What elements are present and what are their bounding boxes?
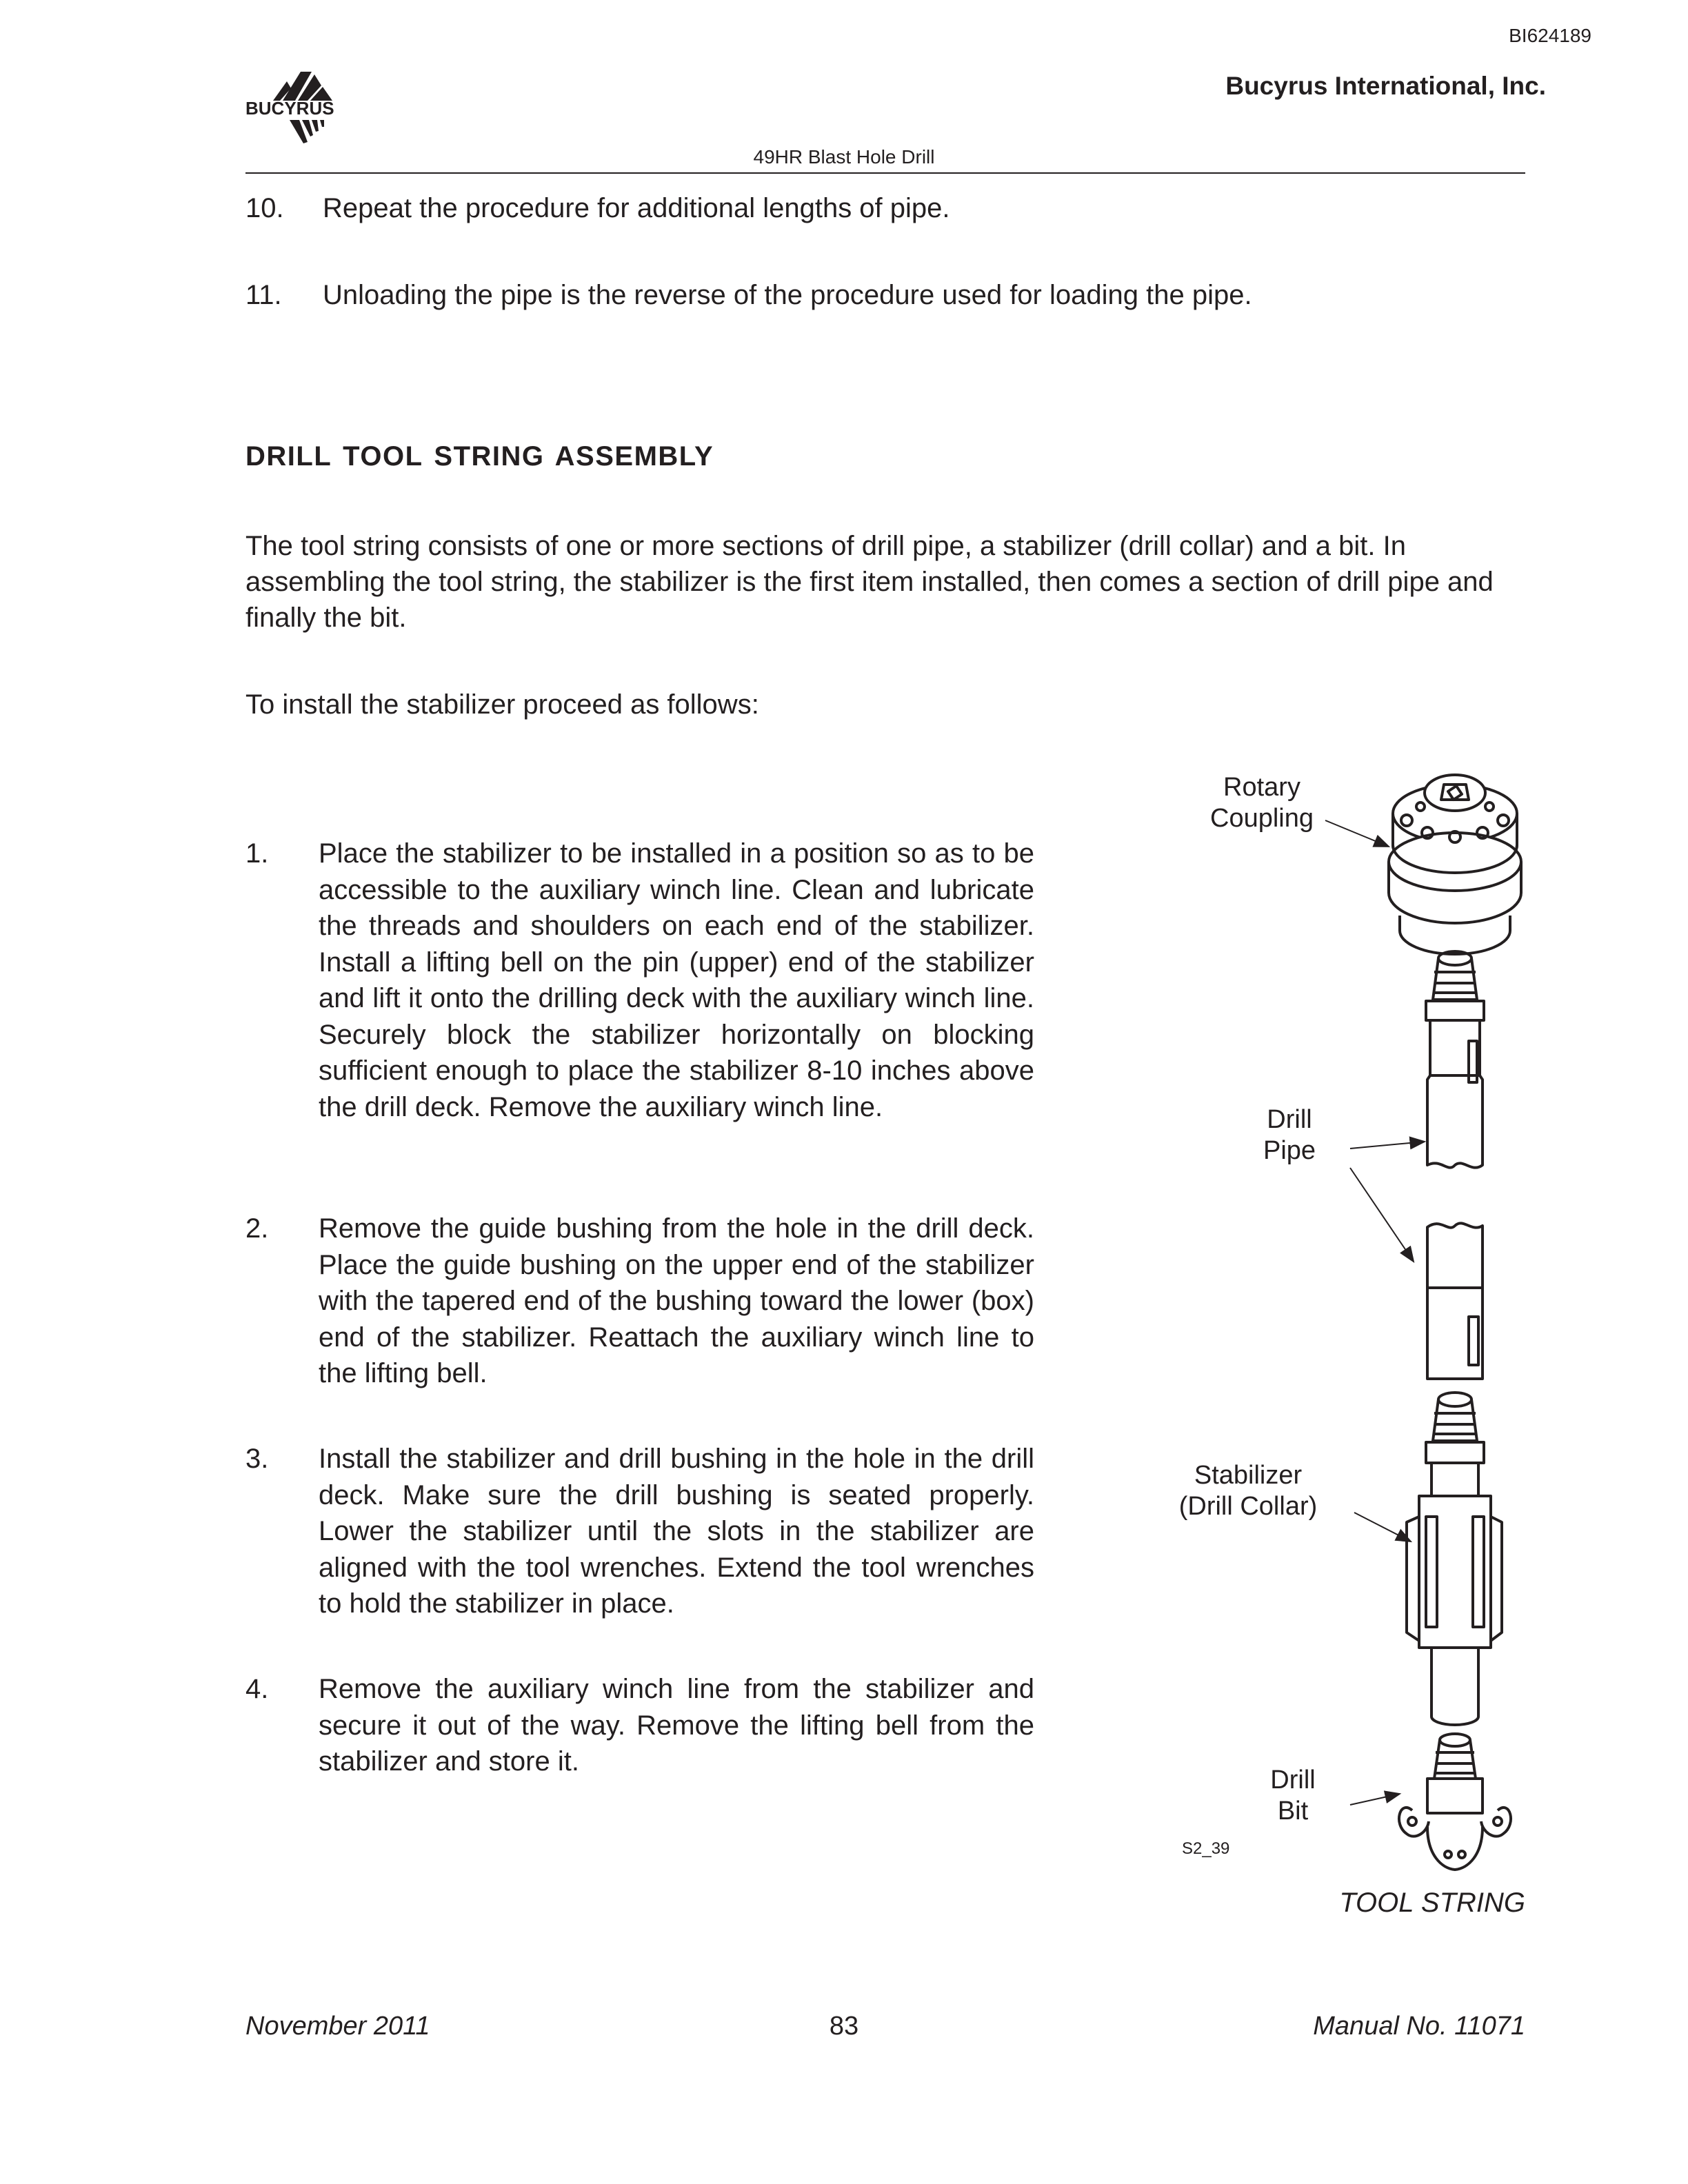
footer-date: November 2011 xyxy=(245,2012,430,2041)
label-line: Pipe xyxy=(1263,1136,1316,1165)
logo-wordmark: BUCYRUS xyxy=(245,98,334,119)
page-number: 83 xyxy=(829,2012,859,2041)
step-text: Remove the guide bushing from the hole in the drill deck. Place the guide bushing on the upper end of the stabilizer with the tapered end of the bushing toward the lower (box) end of the stabilizer. Reattach the auxiliary winch line to the lifting bell. xyxy=(319,1213,1034,1388)
bucyrus-logo xyxy=(241,66,372,149)
list-item xyxy=(245,280,1528,314)
step-text: Place the stabilizer to be installed in a position so as to be accessible to the auxiliary winch line. Clean and lubricate the threads and shoulders on each end of the stabilizer. Install a lifting bell on the pin (upper) end of the stabilizer and lift it onto the drilling deck with the auxiliary winch line. Securely block the stabilizer horizontally on blocking sufficient enough to place the stabilizer 8-10 inches above the drill deck. Remove the auxiliary winch line. xyxy=(319,838,1034,1122)
document-id: BI624189 xyxy=(1509,25,1591,46)
step-number: 2. xyxy=(245,1213,269,1244)
section-heading: DRILL TOOL STRING ASSEMBLY xyxy=(245,441,714,472)
figure-caption: TOOL STRING xyxy=(1339,1888,1525,1918)
step-number: 4. xyxy=(245,1674,269,1704)
figure-id: S2_39 xyxy=(1182,1839,1230,1858)
stabilizer-part xyxy=(1407,1393,1502,1725)
step-number: 3. xyxy=(245,1444,269,1474)
item-number: 10. xyxy=(245,193,284,223)
drill-pipe-upper xyxy=(1426,951,1484,1168)
label-line: Bit xyxy=(1277,1797,1309,1826)
step-item xyxy=(245,1211,1034,1392)
list-item xyxy=(245,193,1528,228)
label-line: Coupling xyxy=(1210,804,1314,833)
drill-bit-part xyxy=(1399,1734,1511,1870)
label-line: Drill xyxy=(1270,1766,1316,1794)
label-line: Stabilizer xyxy=(1194,1461,1303,1490)
item-text: Unloading the pipe is the reverse of the procedure used for loading the pipe. xyxy=(323,280,1252,310)
label-line: Drill xyxy=(1267,1105,1312,1134)
step-text: Install the stabilizer and drill bushing in the hole in the drill deck. Make sure the drill bushing is seated properly. Lower the stabilizer until the slots in the stabilizer are aligned with the tool wrenches. Extend the tool wrenches to hold the stabilizer in place. xyxy=(319,1444,1034,1619)
company-name: Bucyrus International, Inc. xyxy=(1225,72,1546,100)
step-number: 1. xyxy=(245,838,269,869)
step-item xyxy=(245,1671,1034,1780)
label-line: Rotary xyxy=(1223,773,1300,802)
header-divider xyxy=(245,172,1525,174)
procedure-intro: To install the stabilizer proceed as follows: xyxy=(245,689,759,720)
rotary-coupling-part xyxy=(1389,775,1521,954)
label-line: (Drill Collar) xyxy=(1178,1492,1318,1521)
step-item xyxy=(245,1441,1034,1622)
drill-pipe-lower xyxy=(1427,1223,1483,1379)
step-item xyxy=(245,836,1034,1125)
tool-string-illustration xyxy=(1103,751,1531,1882)
section-paragraph: The tool string consists of one or more sections of drill pipe, a stabilizer (drill collar) and a bit. In assembling the tool string, the stabilizer is the first item installed, then comes a section of drill pipe and finally the bit. xyxy=(245,531,1494,633)
manual-number: Manual No. 11071 xyxy=(1313,2012,1525,2041)
model-name: 49HR Blast Hole Drill xyxy=(753,146,935,168)
item-number: 11. xyxy=(245,280,282,310)
item-text: Repeat the procedure for additional lengths of pipe. xyxy=(323,193,950,223)
step-text: Remove the auxiliary winch line from the stabilizer and secure it out of the way. Remove the lifting bell from the stabilizer and store it. xyxy=(319,1674,1034,1777)
